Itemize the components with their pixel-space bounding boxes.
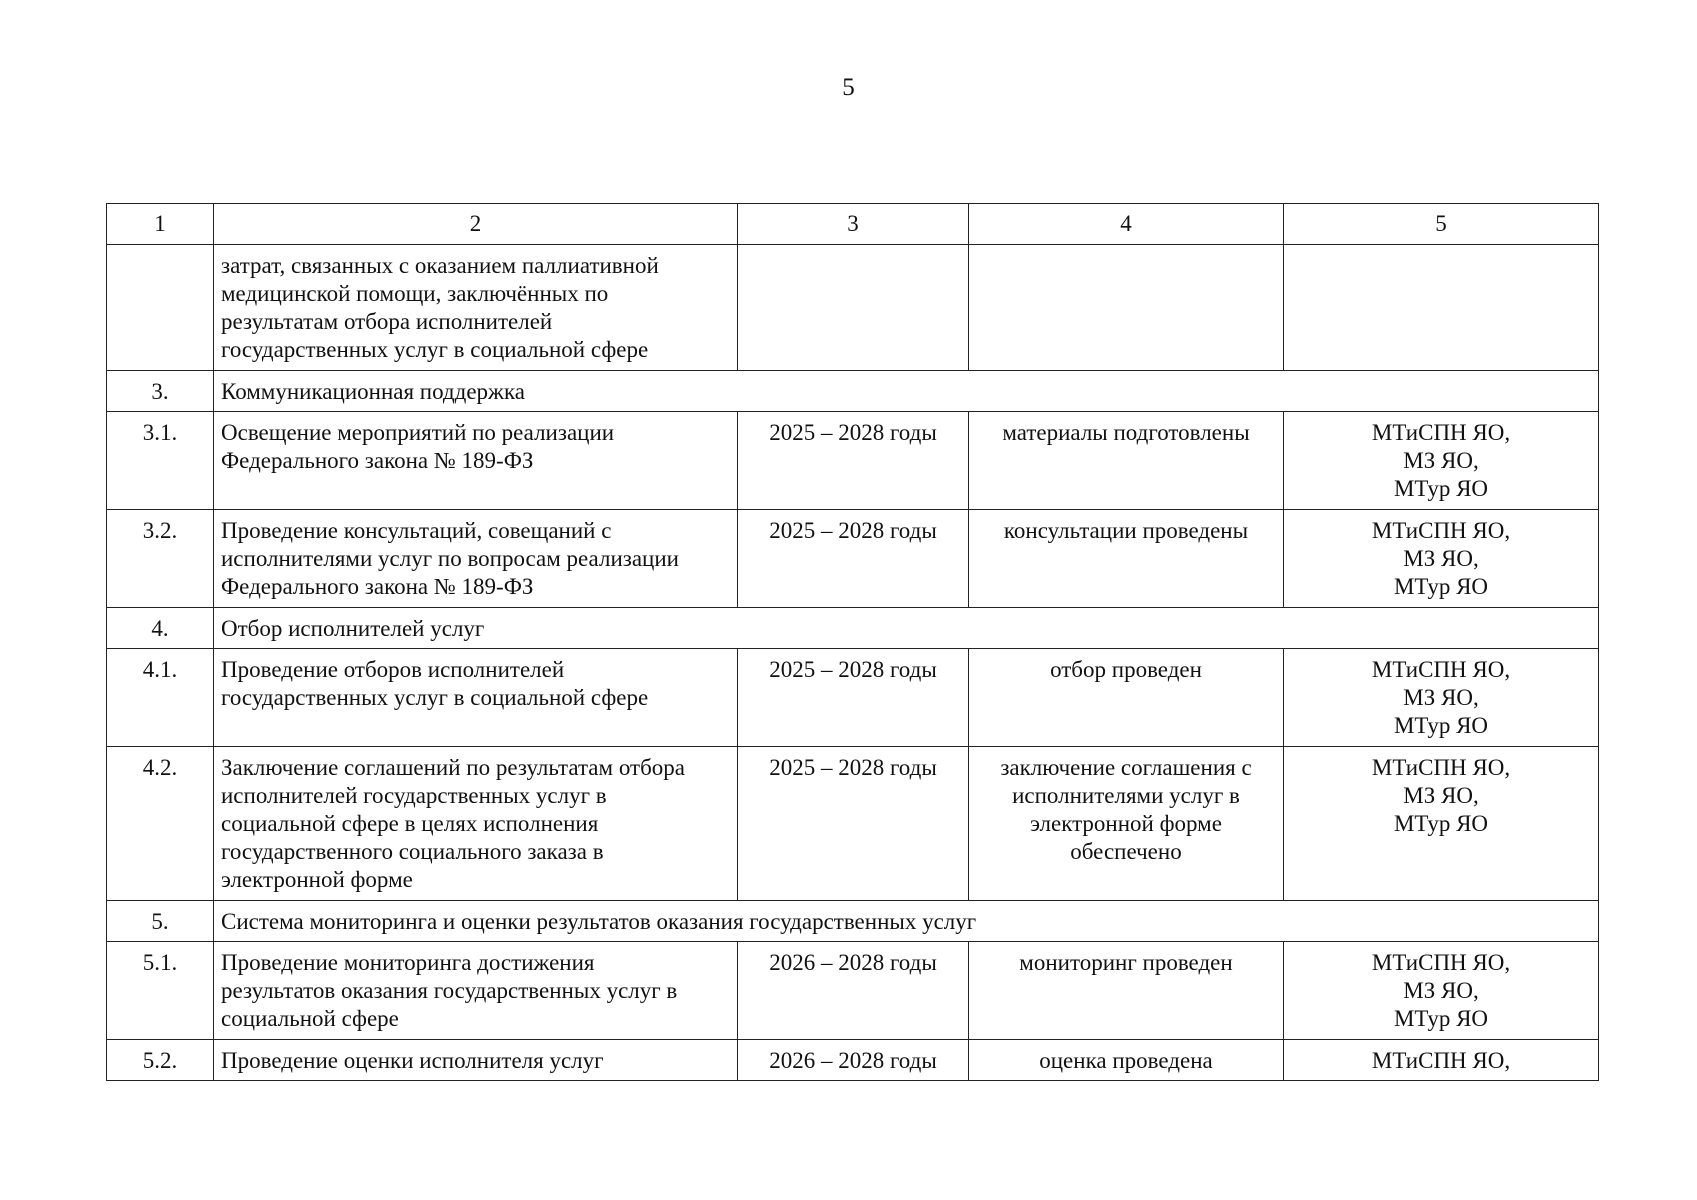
page-number: 5 — [842, 74, 855, 101]
table-row — [107, 1040, 1599, 1081]
result-cell: оценка проведена — [969, 1040, 1284, 1081]
period-cell: 2026 – 2028 годы — [738, 1040, 969, 1081]
period-cell — [738, 245, 969, 371]
section-title: Отбор исполнителей услуг — [214, 608, 1599, 649]
measure-text: Проведение консультаций, совещаний с исполнителями услуг по вопросам реализации Федерального закона № 189-ФЗ — [214, 510, 738, 608]
table-row — [107, 942, 1599, 1040]
period-cell: 2025 – 2028 годы — [738, 747, 969, 901]
measure-text: Проведение мониторинга достижения результатов оказания государственных услуг в социальной сфере — [214, 942, 738, 1040]
executor-cell: МТиСПН ЯО, МЗ ЯО, МТур ЯО — [1284, 412, 1599, 510]
measure-text: Освещение мероприятий по реализации Федерального закона № 189-ФЗ — [214, 412, 738, 510]
table-row — [107, 412, 1599, 510]
period-cell: 2026 – 2028 годы — [738, 942, 969, 1040]
row-number: 5.2. — [107, 1040, 214, 1081]
result-cell: заключение соглашения с исполнителями услуг в электронной форме обеспечено — [969, 747, 1284, 901]
row-number — [107, 245, 214, 371]
row-number: 5.1. — [107, 942, 214, 1040]
result-cell: материалы подготовлены — [969, 412, 1284, 510]
table-row — [107, 510, 1599, 608]
header-cell: 2 — [214, 204, 738, 245]
period-cell: 2025 – 2028 годы — [738, 412, 969, 510]
executor-cell: МТиСПН ЯО, МЗ ЯО, МТур ЯО — [1284, 510, 1599, 608]
measure-text: Заключение соглашений по результатам отбора исполнителей государственных услуг в социальной сфере в целях исполнения государственного социального заказа в электронной форме — [214, 747, 738, 901]
table-row — [107, 747, 1599, 901]
header-cell: 5 — [1284, 204, 1599, 245]
period-cell: 2025 – 2028 годы — [738, 649, 969, 747]
table-header-row — [107, 204, 1599, 245]
row-number: 3.1. — [107, 412, 214, 510]
executor-cell: МТиСПН ЯО, МЗ ЯО, МТур ЯО — [1284, 747, 1599, 901]
section-number: 3. — [107, 371, 214, 412]
section-row — [107, 371, 1599, 412]
row-number: 3.2. — [107, 510, 214, 608]
measure-text: Проведение отборов исполнителей государственных услуг в социальной сфере — [214, 649, 738, 747]
result-cell: отбор проведен — [969, 649, 1284, 747]
result-cell — [969, 245, 1284, 371]
header-cell: 3 — [738, 204, 969, 245]
measure-text: затрат, связанных с оказанием паллиативной медицинской помощи, заключённых по результатам отбора исполнителей государственных услуг в социальной сфере — [214, 245, 738, 371]
header-cell: 4 — [969, 204, 1284, 245]
result-cell: консультации проведены — [969, 510, 1284, 608]
row-number: 4.2. — [107, 747, 214, 901]
plan-table — [106, 203, 1599, 1081]
section-row — [107, 901, 1599, 942]
executor-cell: МТиСПН ЯО, — [1284, 1040, 1599, 1081]
table-row — [107, 649, 1599, 747]
period-cell: 2025 – 2028 годы — [738, 510, 969, 608]
result-cell: мониторинг проведен — [969, 942, 1284, 1040]
executor-cell: МТиСПН ЯО, МЗ ЯО, МТур ЯО — [1284, 649, 1599, 747]
section-title: Коммуникационная поддержка — [214, 371, 1599, 412]
section-title: Система мониторинга и оценки результатов оказания государственных услуг — [214, 901, 1599, 942]
section-number: 4. — [107, 608, 214, 649]
section-row — [107, 608, 1599, 649]
row-number: 4.1. — [107, 649, 214, 747]
table-row — [107, 245, 1599, 371]
measure-text: Проведение оценки исполнителя услуг — [214, 1040, 738, 1081]
executor-cell: МТиСПН ЯО, МЗ ЯО, МТур ЯО — [1284, 942, 1599, 1040]
section-number: 5. — [107, 901, 214, 942]
header-cell: 1 — [107, 204, 214, 245]
executor-cell — [1284, 245, 1599, 371]
